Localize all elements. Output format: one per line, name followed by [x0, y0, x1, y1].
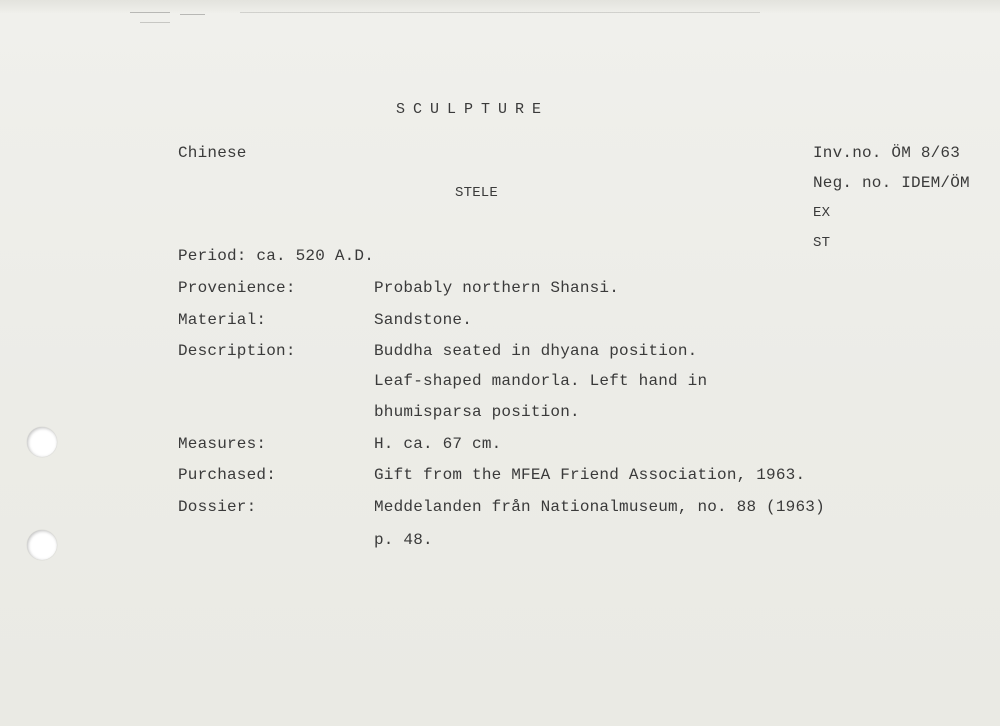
dossier-line: p. 48.	[374, 531, 433, 549]
negative-number: Neg. no. IDEM/ÖM	[813, 174, 970, 192]
period: Period: ca. 520 A.D.	[178, 247, 375, 265]
measures-value: H. ca. 67 cm.	[374, 435, 502, 453]
description-line: Buddha seated in dhyana position.	[374, 342, 698, 360]
provenience-value: Probably northern Shansi.	[374, 279, 620, 297]
provenience-label: Provenience:	[178, 279, 296, 297]
purchased-value: Gift from the MFEA Friend Association, 1963.	[374, 466, 806, 484]
description-label: Description:	[178, 342, 296, 360]
object-title: STELE	[455, 185, 499, 201]
dash-mark	[240, 12, 760, 13]
material-value: Sandstone.	[374, 311, 473, 329]
dash-mark	[180, 14, 205, 15]
card-heading: SCULPTURE	[396, 101, 550, 118]
st-mark: ST	[813, 235, 831, 251]
punch-hole-top	[27, 427, 57, 457]
punch-hole-bottom	[27, 530, 57, 560]
purchased-label: Purchased:	[178, 466, 277, 484]
material-label: Material:	[178, 311, 267, 329]
ex-mark: EX	[813, 205, 831, 221]
dash-mark	[140, 22, 170, 23]
dossier-line: Meddelanden från Nationalmuseum, no. 88 (1963)	[374, 498, 825, 516]
measures-label: Measures:	[178, 435, 267, 453]
description-line: bhumisparsa position.	[374, 403, 580, 421]
description-line: Leaf-shaped mandorla. Left hand in	[374, 372, 708, 390]
inventory-number: Inv.no. ÖM 8/63	[813, 144, 961, 162]
dossier-label: Dossier:	[178, 498, 257, 516]
culture: Chinese	[178, 144, 247, 162]
dash-mark	[130, 12, 170, 13]
